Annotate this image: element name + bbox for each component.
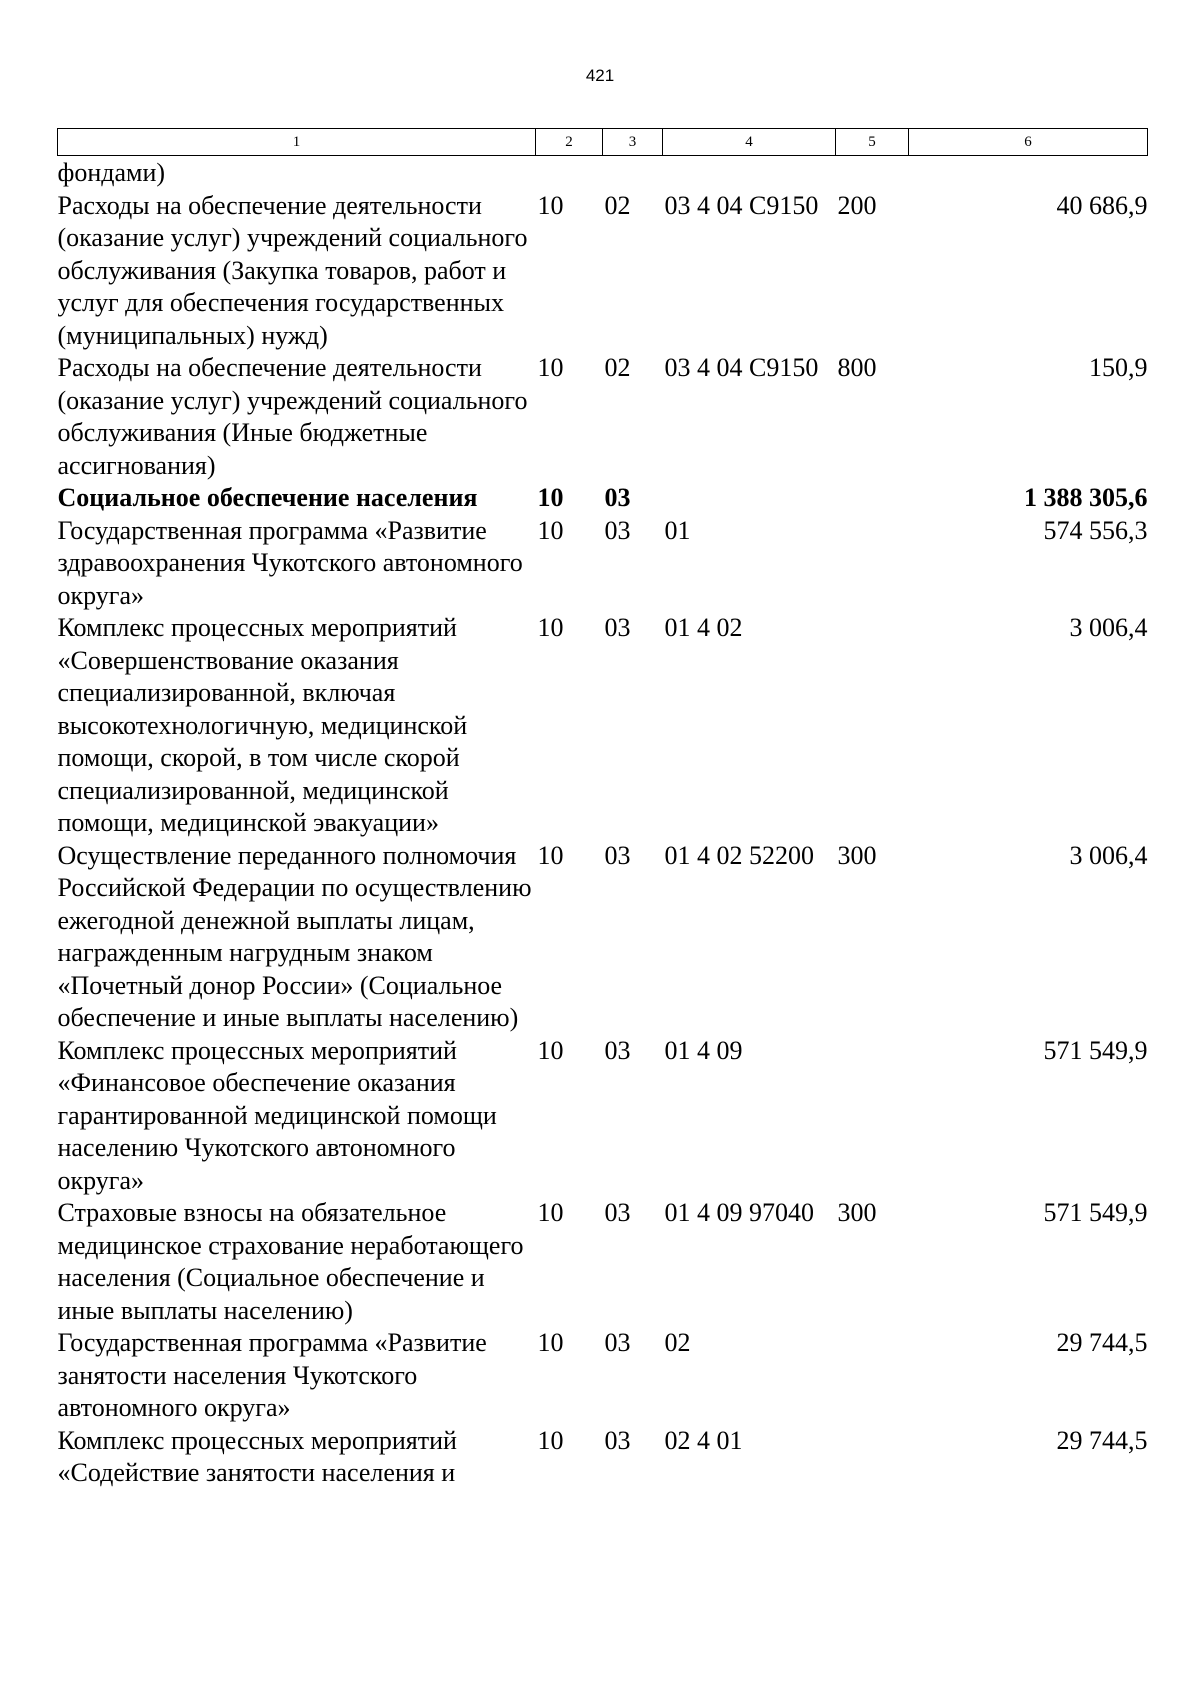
row-amount — [909, 156, 1148, 190]
row-amount: 1 388 305,6 — [1024, 483, 1148, 512]
row-amount: 150,9 — [1089, 353, 1148, 382]
row-expense-type — [836, 612, 909, 840]
row-section-code: 10 — [537, 1328, 564, 1357]
row-section-code: 10 — [537, 190, 564, 220]
budget-table — [57, 128, 1148, 1490]
page-number: 421 — [585, 66, 615, 85]
table-row — [58, 352, 1148, 482]
row-name: Комплекс процессных мероприятий «Совершенствование оказания специализированной, включая высокотехнологичную, медицинской помощи, скорой, в том числе скорой специализированной, медицинской помощи, медицинской эвакуации» — [57, 613, 468, 837]
table-row — [58, 1425, 1148, 1490]
row-amount: 29 744,5 — [1056, 1328, 1148, 1357]
row-section-code: 10 — [537, 1198, 564, 1227]
row-expense-type: 300 — [837, 840, 877, 870]
row-expense-type — [836, 1035, 909, 1198]
row-target-article: 01 — [664, 515, 691, 545]
header-col-3: 3 — [603, 129, 663, 156]
table-row — [58, 840, 1148, 1035]
row-target-article: 01 4 09 — [664, 1035, 743, 1065]
row-expense-type — [836, 1425, 909, 1490]
table-header — [58, 129, 1148, 156]
table-row — [58, 156, 1148, 190]
row-expense-type — [836, 156, 909, 190]
table-row — [58, 190, 1148, 353]
row-expense-type — [836, 515, 909, 613]
row-section-code — [536, 156, 603, 190]
row-name: Государственная программа «Развитие здравоохранения Чукотского автономного округа» — [57, 515, 523, 610]
row-expense-type: 200 — [837, 190, 877, 220]
row-target-article: 03 4 04 С9150 — [664, 353, 819, 382]
row-name: Социальное обеспечение населения — [57, 483, 478, 512]
row-target-article: 01 4 02 — [664, 613, 743, 642]
row-amount: 571 549,9 — [1043, 1035, 1148, 1065]
row-section-code: 10 — [537, 1035, 564, 1065]
row-subsection-code: 03 — [604, 1328, 631, 1357]
row-subsection-code: 03 — [604, 483, 631, 512]
row-amount: 29 744,5 — [1056, 1425, 1148, 1455]
row-amount: 574 556,3 — [1043, 515, 1148, 545]
row-name: фондами) — [57, 158, 166, 187]
row-name: Страховые взносы на обязательное медицинское страхование неработающего населения (Социальное обеспечение и иные выплаты населению) — [57, 1198, 524, 1325]
row-section-code: 10 — [537, 515, 564, 545]
table-body — [58, 156, 1148, 1490]
row-name: Расходы на обеспечение деятельности (оказание услуг) учреждений социального обслуживания (Закупка товаров, работ и услуг для обеспечения государственных (муниципальных) нужд) — [57, 190, 528, 350]
row-subsection-code: 03 — [604, 515, 631, 545]
row-target-article: 03 4 04 С9150 — [664, 190, 819, 220]
table-row — [58, 515, 1148, 613]
row-name: Осуществление переданного полномочия Российской Федерации по осуществлению ежегодной денежной выплаты лицам, награжденным нагрудным знаком «Почетный донор России» (Социальное обеспечение и иные выплаты населению) — [57, 840, 532, 1032]
table-row — [58, 612, 1148, 840]
table-row — [58, 1197, 1148, 1327]
row-expense-type: 300 — [837, 1198, 877, 1227]
row-target-article — [663, 482, 836, 515]
row-subsection-code: 03 — [604, 613, 631, 642]
row-subsection-code: 02 — [604, 353, 631, 382]
row-expense-type: 800 — [837, 353, 877, 382]
row-subsection-code: 03 — [604, 1425, 631, 1455]
row-section-code: 10 — [537, 840, 564, 870]
row-subsection-code: 03 — [604, 1035, 631, 1065]
header-row — [58, 129, 1148, 156]
header-col-1: 1 — [58, 129, 536, 156]
row-target-article: 01 4 02 52200 — [664, 840, 814, 870]
row-name: Комплекс процессных мероприятий «Финансовое обеспечение оказания гарантированной медицинской помощи населению Чукотского автономного округа» — [57, 1035, 497, 1195]
row-expense-type — [836, 1327, 909, 1425]
row-name: Государственная программа «Развитие занятости населения Чукотского автономного округа» — [57, 1328, 487, 1422]
row-target-article — [663, 156, 836, 190]
table-row — [58, 1327, 1148, 1425]
row-amount: 3 006,4 — [1069, 613, 1148, 642]
row-amount: 571 549,9 — [1043, 1198, 1148, 1227]
row-name: Расходы на обеспечение деятельности (оказание услуг) учреждений социального обслуживания (Иные бюджетные ассигнования) — [57, 353, 528, 480]
table-row — [58, 482, 1148, 515]
header-col-5: 5 — [836, 129, 909, 156]
row-section-code: 10 — [537, 353, 564, 382]
header-col-4: 4 — [663, 129, 836, 156]
row-expense-type — [836, 482, 909, 515]
table-row — [58, 1035, 1148, 1198]
row-subsection-code: 02 — [604, 190, 631, 220]
header-col-6: 6 — [909, 129, 1148, 156]
row-name: Комплекс процессных мероприятий «Содействие занятости населения и — [57, 1425, 457, 1487]
row-target-article: 02 4 01 — [664, 1425, 743, 1455]
row-section-code: 10 — [537, 1425, 564, 1455]
header-col-2: 2 — [536, 129, 603, 156]
row-subsection-code: 03 — [604, 1198, 631, 1227]
row-amount: 40 686,9 — [1056, 190, 1148, 220]
row-subsection-code: 03 — [604, 840, 631, 870]
row-subsection-code — [603, 156, 663, 190]
row-section-code: 10 — [537, 613, 564, 642]
row-section-code: 10 — [537, 483, 564, 512]
row-target-article: 02 — [664, 1328, 691, 1357]
row-target-article: 01 4 09 97040 — [664, 1198, 814, 1227]
row-amount: 3 006,4 — [1069, 840, 1148, 870]
